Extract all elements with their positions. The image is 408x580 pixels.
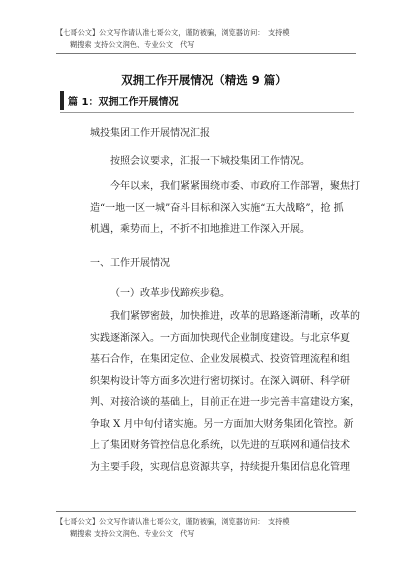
intro-paragraph: 按照会议要求，汇报一下城投集团工作情况。 bbox=[110, 156, 310, 167]
footer-rule bbox=[56, 511, 356, 512]
heading-1-1: （一）改革步伐蹄疾步稳。 bbox=[110, 288, 230, 299]
header-rule bbox=[56, 53, 356, 54]
section-heading bbox=[60, 90, 354, 113]
paragraph-2 bbox=[90, 306, 358, 478]
heading-1: 一、工作开展情况 bbox=[90, 258, 170, 269]
paragraph-2-line: 织架构设计等方面多次进行密切探讨。在深入调研、科学研 bbox=[90, 375, 350, 387]
paragraph-2-line: 我们紧锣密鼓，加快推进，改革的思路逐渐清晰，改革的 bbox=[110, 311, 360, 322]
paragraph-2-line: 基石合作，在集团定位、企业发展模式、投资管理流程和组 bbox=[90, 354, 350, 365]
footer-notice-line-1: 【七哥公文】公文写作请认准七哥公文，谨防被骗，浏览器访问： 支持模 bbox=[56, 517, 290, 526]
section-marker bbox=[60, 91, 64, 110]
section-label: 篇 1：双拥工作开展情况 bbox=[68, 97, 179, 108]
footer-notice-line-2: 糊搜索 支持公文润色、专业公文 代写 bbox=[70, 529, 195, 538]
paragraph-2-line: 为主要手段，实现信息资源共享，持续提升集团信息化管理 bbox=[90, 461, 350, 473]
paragraph-1-line: 今年以来，我们紧紧围绕市委、市政府工作部署，聚焦打 bbox=[110, 181, 360, 192]
footer-notice bbox=[56, 516, 356, 540]
header-notice bbox=[56, 27, 356, 51]
paragraph-2-line: 争取 X 月中旬付诸实施。另一方面加大财务集团化管控。新 bbox=[90, 418, 354, 430]
paragraph-2-line: 上了集团财务管控信息化系统，以先进的互联网和通信技术 bbox=[90, 440, 350, 451]
paragraph-1-line: 机遇，乘势而上，不折不扣地推进工作深入开展。 bbox=[90, 224, 310, 235]
paragraph-1 bbox=[90, 176, 358, 241]
document-title: 双拥工作开展情况（精选 9 篇） bbox=[121, 73, 287, 87]
header-notice-line-1: 【七哥公文】公文写作请认准七哥公文，谨防被骗，浏览器访问： 支持模 bbox=[56, 28, 290, 37]
paragraph-1-line: 造“一地一区一城”奋斗目标和深入实施“五大战略”，抢 抓 bbox=[90, 202, 344, 214]
report-title: 城投集团工作开展情况汇报 bbox=[90, 128, 210, 139]
paragraph-2-line: 实践逐渐深入。一方面加快现代企业制度建设。与北京华夏 bbox=[90, 332, 350, 344]
paragraph-2-line: 判、对接洽谈的基础上，目前正在进一步完善丰富建设方案， bbox=[90, 397, 360, 408]
header-notice-line-2: 糊搜索 支持公文润色、专业公文 代写 bbox=[70, 40, 195, 49]
